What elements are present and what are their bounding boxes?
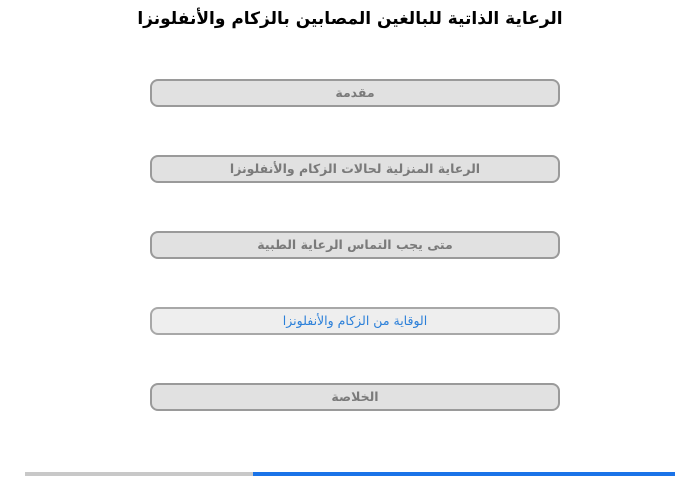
menu-item-when-to-seek-care[interactable]: متى يجب التماس الرعاية الطبية bbox=[150, 231, 560, 259]
menu-item-prevention[interactable]: الوقاية من الزكام والأنفلونزا bbox=[150, 307, 560, 335]
progress-bar bbox=[25, 472, 675, 476]
page-title: الرعاية الذاتية للبالغين المصابين بالزكام والأنفلونزا bbox=[137, 9, 563, 29]
progress-bar-fill bbox=[253, 472, 676, 476]
menu-item-summary[interactable]: الخلاصة bbox=[150, 383, 560, 411]
menu-item-home-care[interactable]: الرعاية المنزلية لحالات الزكام والأنفلونزا bbox=[150, 155, 560, 183]
menu-item-introduction[interactable]: مقدمة bbox=[150, 79, 560, 107]
